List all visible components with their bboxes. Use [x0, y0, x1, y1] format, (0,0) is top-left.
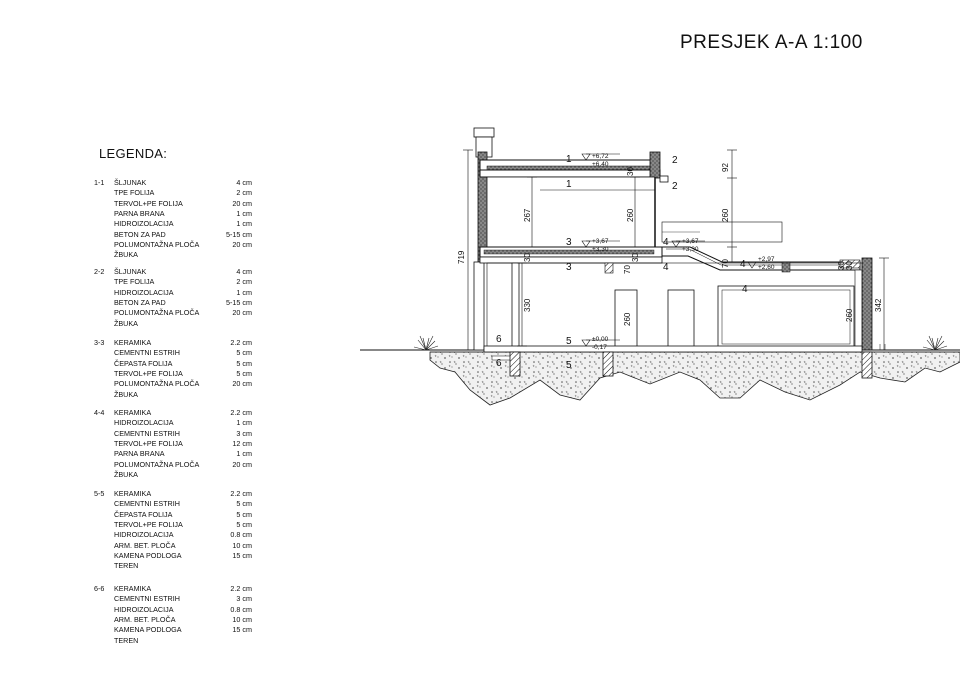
legend-group-code: 6-6 [94, 584, 105, 593]
legend-layer-thickness: 5 cm [236, 358, 252, 368]
tag-2b: 2 [672, 181, 678, 192]
legend-layer-name: POLUMONTAŽNA PLOČA [114, 379, 200, 389]
level-ground: ±0,00 [592, 336, 609, 343]
legend-layer-thickness: 0.8 cm [230, 530, 252, 540]
legend-layer-name: ARM. BET. PLOČA [114, 540, 176, 550]
tag-4b: 4 [663, 262, 669, 273]
legend-layer-thickness: 5 cm [236, 509, 252, 519]
dim-total-left: 719 [457, 250, 466, 264]
legend-layer-thickness: 20 cm [232, 308, 252, 318]
dim-slab-mid: 30 [626, 167, 635, 176]
level-ground-sub: -0,17 [592, 344, 607, 351]
ground-slab [484, 346, 862, 352]
shrub-left [414, 336, 438, 350]
legend-layer-name: POLUMONTAŽNA PLOČA [114, 459, 200, 469]
tag-3a: 3 [566, 237, 572, 248]
level-roof-slab: +6,40 [592, 161, 609, 168]
legend-layer-name: ČEPASTA FOLIJA [114, 358, 173, 368]
legend-layer-thickness: 1 cm [236, 449, 252, 459]
legend-layer-name: CEMENTNI ESTRIH [114, 348, 180, 358]
dim-slab-left: 30 [523, 253, 532, 262]
chimney [474, 128, 494, 137]
legend-layer-name: HIDROIZOLACIJA [114, 604, 174, 614]
legend-layer-thickness: 20 cm [232, 198, 252, 208]
legend-layer-thickness: 2.2 cm [230, 408, 252, 417]
legend-group-code: 4-4 [94, 408, 105, 417]
legend-layer-name: TEREN [114, 561, 139, 571]
dim-right-room: 260 [845, 308, 854, 322]
legend-layer-name: TPE FOLIJA [114, 188, 155, 198]
foundation-1 [510, 352, 520, 376]
dim-right-slab-b: 30 [837, 261, 846, 270]
legend-layer-thickness: 15 cm [232, 550, 252, 560]
legend-layer-name: KERAMIKA [114, 338, 152, 347]
dim-upper-room-right: 260 [626, 208, 635, 222]
dim-top-right: 92 [721, 163, 730, 172]
legend-layer-name: ŠLJUNAK [114, 267, 147, 276]
legend-layer-thickness: 20 cm [232, 459, 252, 469]
legend-layer-thickness: 5-15 cm [226, 297, 252, 307]
level-terrace-top: +3,67 [682, 238, 699, 245]
legend-layer-thickness: 20 cm [232, 239, 252, 249]
dim-upper-room-left: 267 [523, 208, 532, 222]
legend-layer-thickness: 12 cm [232, 438, 252, 448]
legend-layer-name: PARNA BRANA [114, 208, 165, 218]
legend-layer-thickness: 1 cm [236, 418, 252, 428]
legend-layer-name: ŽBUKA [114, 469, 138, 479]
legend-layer-name: KERAMIKA [114, 408, 152, 417]
legend-layer-thickness: 4 cm [236, 267, 252, 276]
tag-4a: 4 [663, 237, 669, 248]
window-right [718, 286, 854, 348]
legend-layer-thickness: 5 cm [236, 499, 252, 509]
legend-layer-name: KERAMIKA [114, 489, 152, 498]
level-upper-floor-sub: +3,30 [592, 246, 609, 253]
legend-layer-thickness: 10 cm [232, 614, 252, 624]
shrub-right [923, 336, 947, 350]
legend-layer-name: ŽBUKA [114, 250, 138, 260]
legend-layer-thickness: 1 cm [236, 219, 252, 229]
level-upper-floor: +3,67 [592, 238, 609, 245]
level-roof-top: +6,72 [592, 153, 609, 160]
legend-layer-thickness: 2 cm [236, 277, 252, 287]
left-wall-outer [474, 262, 484, 350]
legend-layer-name: KERAMIKA [114, 584, 152, 593]
tag-4d: 4 [742, 284, 748, 295]
legend-layer-name: KAMENA PODLOGA [114, 625, 182, 635]
legend-layer-name: CEMENTNI ESTRIH [114, 594, 180, 604]
legend-layer-thickness: 5 cm [236, 348, 252, 358]
legend-layer-thickness: 0.8 cm [230, 604, 252, 614]
legend-layer-name: ARM. BET. PLOČA [114, 614, 176, 624]
legend-group-code: 3-3 [94, 338, 105, 347]
legend-layer-thickness: 5 cm [236, 519, 252, 529]
legend-layer-thickness: 20 cm [232, 379, 252, 389]
right-wall [862, 258, 872, 350]
legend-layer-thickness: 2.2 cm [230, 584, 252, 593]
door-2 [668, 290, 694, 348]
legend-layer-name: HIDROIZOLACIJA [114, 530, 174, 540]
dim-upper-right: 260 [721, 208, 730, 222]
legend-layer-thickness: 2 cm [236, 188, 252, 198]
legend-layer-name: KAMENA PODLOGA [114, 550, 182, 560]
legend-layer-name: POLUMONTAŽNA PLOČA [114, 308, 200, 318]
dim-door-height: 260 [623, 312, 632, 326]
legend-layer-thickness: 1 cm [236, 287, 252, 297]
legend-layer-name: TERVOL+PE FOLIJA [114, 438, 183, 448]
legend-layer-name: BETON ZA PAD [114, 229, 166, 239]
tag-2a: 2 [672, 155, 678, 166]
dim-slab-b: 30 [631, 253, 640, 262]
foundation-3 [862, 352, 872, 378]
legend-layer-name: TERVOL+PE FOLIJA [114, 368, 183, 378]
interior-wall-mid [605, 263, 613, 273]
legend-layer-thickness: 10 cm [232, 540, 252, 550]
tag-1a: 1 [566, 154, 572, 165]
legend-layer-name: ČEPASTA FOLIJA [114, 509, 173, 519]
interior-wall-left [512, 263, 519, 348]
legend-layer-thickness: 2.2 cm [230, 489, 252, 498]
legend-layer-thickness: 5 cm [236, 368, 252, 378]
legend-layer-thickness: 2.2 cm [230, 338, 252, 347]
legend-layer-name: CEMENTNI ESTRIH [114, 499, 180, 509]
legend-group-code: 5-5 [94, 489, 105, 498]
dim-slab-a: 70 [623, 265, 632, 274]
legend-layer-name: ŽBUKA [114, 389, 138, 399]
dim-slab-right: 70 [721, 259, 730, 268]
legend-layer-name: ŽBUKA [114, 318, 138, 328]
tag-4c: 4 [740, 259, 746, 270]
legend-layer-name: POLUMONTAŽNA PLOČA [114, 239, 200, 249]
drawing-title: PRESJEK A-A 1:100 [680, 32, 863, 53]
legend-layer-name: HIDROIZOLACIJA [114, 287, 174, 297]
dim-ground-room-left: 330 [523, 298, 532, 312]
legend-layer-name: TERVOL+PE FOLIJA [114, 519, 183, 529]
legend-layer-name: HIDROIZOLACIJA [114, 219, 174, 229]
legend-group-code: 2-2 [94, 267, 105, 276]
right-parapet [782, 262, 790, 272]
legend-layer-thickness: 15 cm [232, 625, 252, 635]
legend-layer-name: TPE FOLIJA [114, 277, 155, 287]
tag-5b: 5 [566, 360, 572, 371]
legend-layer-name: TERVOL+PE FOLIJA [114, 198, 183, 208]
legend-layer-thickness: 3 cm [236, 594, 252, 604]
legend-layer-name: BETON ZA PAD [114, 297, 166, 307]
tag-1b: 1 [566, 179, 572, 190]
legend-heading: LEGENDA: [99, 146, 168, 161]
tag-6b: 6 [496, 358, 502, 369]
tag-5a: 5 [566, 336, 572, 347]
tag-6a: 6 [496, 334, 502, 345]
legend-layer-name: HIDROIZOLACIJA [114, 418, 174, 428]
legend-layer-thickness: 3 cm [236, 428, 252, 438]
legend-group-code: 1-1 [94, 178, 105, 187]
dim-right-total: 342 [874, 298, 883, 312]
level-right-roof: +2,97 [758, 256, 775, 263]
tag-3b: 3 [566, 262, 572, 273]
foundation-2 [603, 352, 613, 376]
roof-parapet-right [650, 152, 660, 178]
legend-layer-thickness: 4 cm [236, 178, 252, 187]
legend-layer-thickness: 1 cm [236, 208, 252, 218]
legend-layer-name: ŠLJUNAK [114, 178, 147, 187]
level-right-roof-sub: +2,60 [758, 264, 775, 271]
legend-layer-thickness: 5-15 cm [226, 229, 252, 239]
legend-layer-name: PARNA BRANA [114, 449, 165, 459]
legend-layer-name: TEREN [114, 635, 139, 645]
dim-right-slab: 30 [845, 261, 854, 270]
legend-layer-name: CEMENTNI ESTRIH [114, 428, 180, 438]
level-terrace-sub: +3,30 [682, 246, 699, 253]
